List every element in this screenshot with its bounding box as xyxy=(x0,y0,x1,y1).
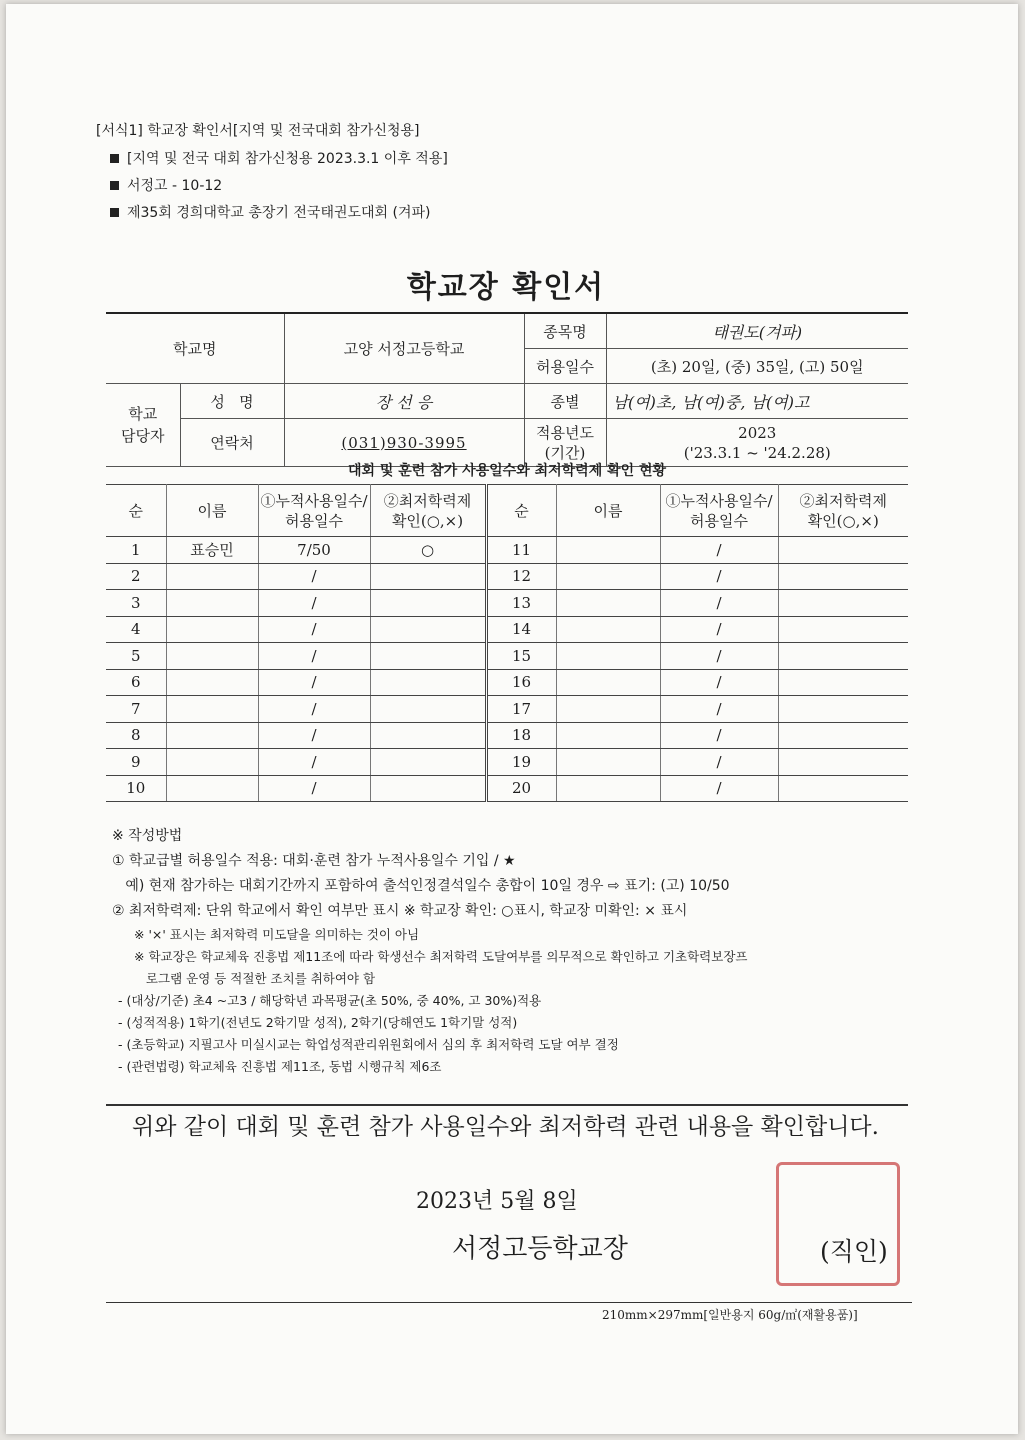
note-1-example: 예) 현재 참가하는 대회기간까지 포함하여 출석인정결석일수 총합이 10일 경우 ⇨ 표기: (고) 10/50 xyxy=(112,878,730,894)
note-2: ② 최저학력제: 단위 학교에서 확인 여부만 표시 ※ 학교장 확인: ○표시, 학교장 미확인: × 표시 xyxy=(112,903,688,919)
participation-table xyxy=(106,484,908,802)
col-no-header: 순 xyxy=(486,485,556,537)
row-days: / xyxy=(258,749,370,776)
period-value: ('23.3.1 ~ '24.2.28) xyxy=(683,443,831,462)
note-2c: 로그램 운영 등 적절한 조치를 취하여야 함 xyxy=(134,971,376,986)
row-check xyxy=(778,590,908,617)
event-label: 종목명 xyxy=(524,313,606,349)
row-name xyxy=(556,537,660,564)
row-days: / xyxy=(660,643,778,670)
document-date: 2023년 5월 8일 xyxy=(416,1189,578,1214)
row-name xyxy=(166,696,258,723)
row-days: / xyxy=(660,616,778,643)
info-table xyxy=(106,312,908,467)
form-label: [서식1] 학교장 확인서[지역 및 전국대회 참가신청용] xyxy=(96,123,420,139)
bullet-square-icon xyxy=(110,181,119,190)
table-row xyxy=(106,537,908,564)
table-header-row xyxy=(106,485,908,537)
row-no: 7 xyxy=(106,696,166,723)
col-name-header: 이름 xyxy=(166,485,258,537)
row-days: / xyxy=(258,669,370,696)
row-check xyxy=(370,590,486,617)
col-days-header: ①누적사용일수/ 허용일수 xyxy=(660,485,778,537)
row-check xyxy=(370,643,486,670)
seal-label: (직인) xyxy=(820,1237,888,1266)
row-days: / xyxy=(258,616,370,643)
row-check xyxy=(778,749,908,776)
bullet-square-icon xyxy=(110,154,119,163)
row-no: 6 xyxy=(106,669,166,696)
row-check xyxy=(778,537,908,564)
footer-divider xyxy=(106,1302,912,1303)
table-row xyxy=(106,722,908,749)
row-name: 표승민 xyxy=(166,537,258,564)
detail-4: - (관련법령) 학교체육 진흥법 제11조, 동법 시행규칙 제6조 xyxy=(118,1059,442,1074)
row-name xyxy=(556,590,660,617)
table-row xyxy=(106,643,908,670)
row-name xyxy=(166,722,258,749)
col-check-header: ②최저학력제 확인(○,×) xyxy=(370,485,486,537)
row-no: 14 xyxy=(486,616,556,643)
row-name xyxy=(166,643,258,670)
row-no: 5 xyxy=(106,643,166,670)
bullet-square-icon xyxy=(110,208,119,217)
row-name xyxy=(556,696,660,723)
row-days: / xyxy=(660,696,778,723)
row-name xyxy=(556,749,660,776)
row-name xyxy=(166,749,258,776)
col-check-header: ②최저학력제 확인(○,×) xyxy=(778,485,908,537)
table-row xyxy=(106,669,908,696)
row-days: / xyxy=(258,775,370,802)
event-value: 태권도(겨파) xyxy=(606,313,908,349)
row-check xyxy=(370,696,486,723)
row-no: 10 xyxy=(106,775,166,802)
row-check: ○ xyxy=(370,537,486,564)
row-days: / xyxy=(258,643,370,670)
section-title: 대회 및 훈련 참가 사용일수와 최저학력제 확인 현황 xyxy=(347,463,667,479)
school-label: 학교명 xyxy=(106,313,284,384)
row-no: 3 xyxy=(106,590,166,617)
row-days: / xyxy=(660,722,778,749)
manager-label: 학교 담당자 xyxy=(106,384,180,467)
row-days: 7/50 xyxy=(258,537,370,564)
note-2a: ※ '×' 표시는 최저학력 미도달을 의미하는 것이 아님 xyxy=(134,927,420,942)
row-no: 8 xyxy=(106,722,166,749)
contact-value: (031)930-3995 xyxy=(284,419,524,467)
row-name xyxy=(556,616,660,643)
row-days: / xyxy=(660,537,778,564)
notes-section xyxy=(112,824,912,1078)
row-no: 4 xyxy=(106,616,166,643)
header-line-2: 서정고 - 10-12 xyxy=(104,175,222,195)
confirmation-text: 위와 같이 대회 및 훈련 참가 사용일수와 최저학력 관련 내용을 확인합니다. xyxy=(106,1104,908,1146)
header-line-1: [지역 및 전국 대회 참가신청용 2023.3.1 이후 적용] xyxy=(104,148,448,168)
table-row xyxy=(106,696,908,723)
row-no: 15 xyxy=(486,643,556,670)
row-name xyxy=(556,669,660,696)
notes-heading: ※ 작성방법 xyxy=(112,828,183,844)
row-name xyxy=(166,775,258,802)
row-no: 1 xyxy=(106,537,166,564)
table-row xyxy=(106,749,908,776)
row-check xyxy=(370,616,486,643)
row-check xyxy=(778,563,908,590)
row-days: / xyxy=(258,722,370,749)
row-check xyxy=(370,775,486,802)
detail-2: - (성적적용) 1학기(전년도 2학기말 성적), 2학기(당해연도 1학기말 성적) xyxy=(118,1015,518,1030)
row-days: / xyxy=(258,563,370,590)
row-check xyxy=(370,749,486,776)
row-days: / xyxy=(258,696,370,723)
row-check xyxy=(778,643,908,670)
table-row xyxy=(106,775,908,802)
row-days: / xyxy=(660,669,778,696)
row-no: 2 xyxy=(106,563,166,590)
row-name xyxy=(556,563,660,590)
type-label: 종별 xyxy=(524,384,606,419)
document-title: 학교장 확인서 xyxy=(406,270,606,305)
row-check xyxy=(370,563,486,590)
row-days: / xyxy=(660,775,778,802)
header-line-3: 제35회 경희대학교 총장기 전국태권도대회 (겨파) xyxy=(104,202,431,222)
allowed-days-label: 허용일수 xyxy=(524,349,606,384)
row-name xyxy=(166,616,258,643)
row-name xyxy=(556,722,660,749)
row-no: 18 xyxy=(486,722,556,749)
table-row xyxy=(106,590,908,617)
table-row xyxy=(106,563,908,590)
row-check xyxy=(778,775,908,802)
row-name xyxy=(166,563,258,590)
row-name xyxy=(166,590,258,617)
row-check xyxy=(778,616,908,643)
row-no: 12 xyxy=(486,563,556,590)
row-check xyxy=(778,722,908,749)
school-value: 고양 서정고등학교 xyxy=(284,313,524,384)
col-name-header: 이름 xyxy=(556,485,660,537)
row-no: 17 xyxy=(486,696,556,723)
row-days: / xyxy=(660,590,778,617)
contact-label: 연락처 xyxy=(180,419,284,467)
table-row xyxy=(106,616,908,643)
note-1: ① 학교급별 허용일수 적용: 대회·훈련 참가 누적사용일수 기입 / ★ xyxy=(112,853,516,869)
row-name xyxy=(556,643,660,670)
row-days: / xyxy=(258,590,370,617)
detail-3: - (초등학교) 지필고사 미실시교는 학업성적관리위원회에서 심의 후 최저학력 도달 여부 결정 xyxy=(118,1037,619,1052)
name-label: 성 명 xyxy=(180,384,284,419)
name-value: 장 선 응 xyxy=(284,384,524,419)
row-check xyxy=(778,696,908,723)
row-no: 20 xyxy=(486,775,556,802)
row-no: 16 xyxy=(486,669,556,696)
row-no: 13 xyxy=(486,590,556,617)
detail-1: - (대상/기준) 초4 ~고3 / 해당학년 과목평균(초 50%, 중 40%, 고 30%)적용 xyxy=(118,993,542,1008)
type-value: 남(여)초, 남(여)중, 남(여)고 xyxy=(606,384,908,419)
row-no: 19 xyxy=(486,749,556,776)
paper-spec-footer: 210mm×297mm[일반용지 60g/㎡(재활용품)] xyxy=(602,1308,858,1322)
year-value: 2023 xyxy=(738,423,777,442)
row-no: 9 xyxy=(106,749,166,776)
allowed-days-value: (초) 20일, (중) 35일, (고) 50일 xyxy=(606,349,908,384)
row-days: / xyxy=(660,563,778,590)
row-name xyxy=(166,669,258,696)
col-no-header: 순 xyxy=(106,485,166,537)
principal-name: 서정고등학교장 xyxy=(452,1234,628,1264)
col-days-header: ①누적사용일수/ 허용일수 xyxy=(258,485,370,537)
row-no: 11 xyxy=(486,537,556,564)
row-name xyxy=(556,775,660,802)
row-check xyxy=(778,669,908,696)
note-2b: ※ 학교장은 학교체육 진흥법 제11조에 따라 학생선수 최저학력 도달여부를 의무적으로 확인하고 기초학력보장프 xyxy=(134,949,748,964)
row-check xyxy=(370,722,486,749)
row-check xyxy=(370,669,486,696)
row-days: / xyxy=(660,749,778,776)
year-label: 적용년도 (기간) xyxy=(524,419,606,467)
